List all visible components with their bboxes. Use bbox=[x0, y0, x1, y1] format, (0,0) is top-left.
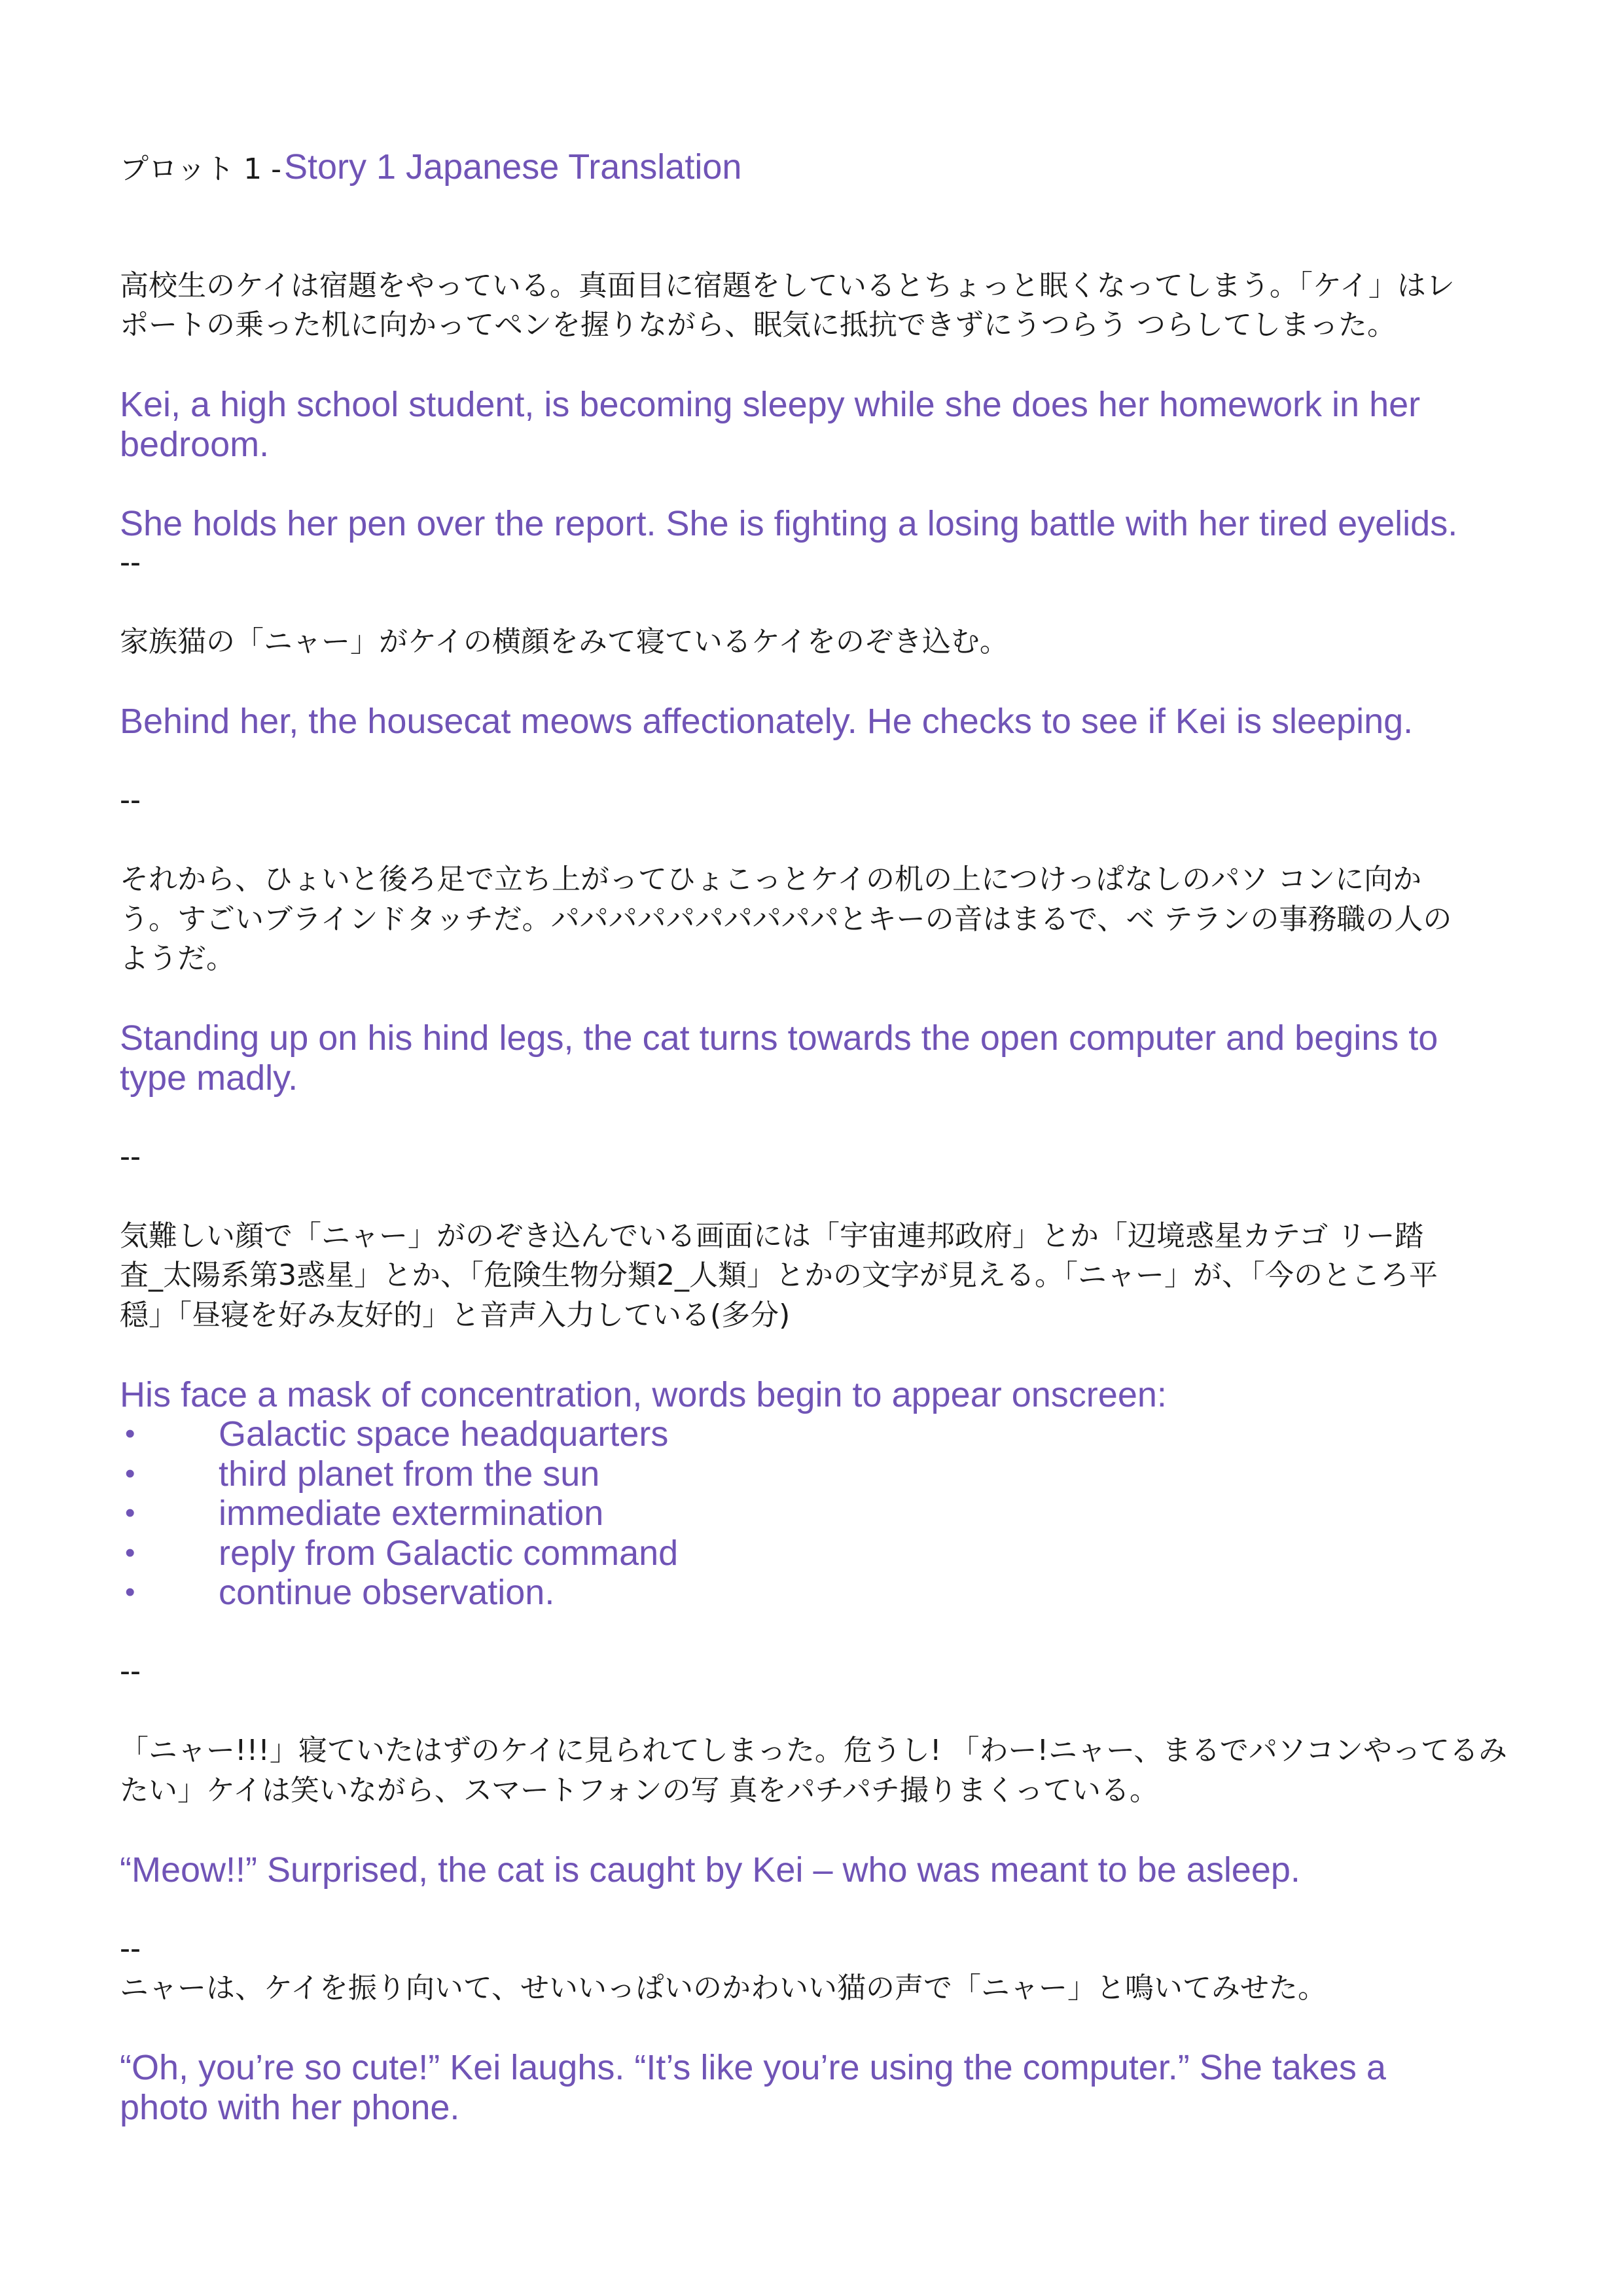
bullet-text: reply from Galactic command bbox=[219, 1533, 679, 1573]
translation-line: photo with her phone. bbox=[120, 2087, 460, 2127]
separator: -- bbox=[120, 1654, 141, 1689]
bullet-item bbox=[120, 1454, 1560, 1494]
japanese-line: それから、ひょいと後ろ足で立ち上がってひょこっとケイの机の上につけっぱなしのパソ コンに向か bbox=[120, 863, 1422, 896]
japanese-line: 査_太陽系第3惑星」とか、「危険生物分類2_人類」とかの文字が見える。「ニャー」が、「今のところ平 bbox=[120, 1259, 1438, 1292]
scene-1-translation-2 bbox=[120, 504, 1560, 544]
japanese-line: ようだ。 bbox=[120, 942, 235, 975]
bullet-item bbox=[120, 1414, 1560, 1454]
japanese-line: ポートの乗った机に向かってペンを握りながら、眠気に抵抗できずにうつらう つらしてしまった。 bbox=[120, 308, 1396, 342]
scene-4-japanese bbox=[120, 1217, 1560, 1336]
scene-2-japanese bbox=[120, 622, 1560, 662]
scene-2-translation bbox=[120, 702, 1560, 742]
bullet-item bbox=[120, 1573, 1560, 1613]
translation-line: Behind her, the housecat meows affectionately. He checks to see if Kei is sleeping. bbox=[120, 702, 1414, 741]
scene-5-translation bbox=[120, 1850, 1560, 1890]
japanese-line: 穏」「昼寝を好み友好的」と音声入力している(多分) bbox=[120, 1298, 791, 1332]
scene-5-japanese bbox=[120, 1731, 1560, 1810]
separator: -- bbox=[120, 1931, 141, 1966]
scene-1-translation bbox=[120, 385, 1560, 464]
translation-line: Standing up on his hind legs, the cat turns towards the open computer and begins to bbox=[120, 1018, 1438, 1058]
title-translation-label: Story 1 Japanese Translation bbox=[283, 147, 742, 187]
scene-3-japanese bbox=[120, 860, 1560, 979]
bullet-marker: • bbox=[125, 1497, 135, 1529]
japanese-line: う。すごいブラインドタッチだ。パパパパパパパパパパとキーの音はまるで、ベ テランの事務職の人の bbox=[120, 902, 1452, 936]
japanese-line: ニャーは、ケイを振り向いて、せいいっぱいのかわいい猫の声で「ニャー」と鳴いてみせた。 bbox=[120, 1971, 1327, 2005]
japanese-line: 高校生のケイは宿題をやっている。真面目に宿題をしているとちょっと眠くなってしまう。「ケイ」はレ bbox=[120, 268, 1455, 302]
separator: -- bbox=[120, 783, 141, 817]
translation-line: Kei, a high school student, is becoming sleepy while she does her homework in her bbox=[120, 385, 1421, 424]
scene-1-japanese bbox=[120, 266, 1560, 346]
translation-line: “Oh, you’re so cute!” Kei laughs. “It’s like you’re using the computer.” She takes a bbox=[120, 2048, 1386, 2087]
scene-6-japanese bbox=[120, 1969, 1560, 2009]
bullet-text: continue observation. bbox=[219, 1573, 555, 1612]
bullet-marker: • bbox=[125, 1457, 135, 1490]
translation-line: type madly. bbox=[120, 1058, 298, 1098]
japanese-line: 気難しい顔で「ニャー」がのぞき込んでいる画面には「宇宙連邦政府」とか「辺境惑星カテゴ リー踏 bbox=[120, 1219, 1424, 1253]
scene-4-translation bbox=[120, 1375, 1560, 1415]
bullet-marker: • bbox=[125, 1536, 135, 1569]
onscreen-words-list bbox=[120, 1414, 1560, 1613]
bullet-marker: • bbox=[125, 1418, 135, 1450]
bullet-item bbox=[120, 1494, 1560, 1534]
scene-3-translation bbox=[120, 1018, 1560, 1098]
document-title bbox=[120, 147, 1560, 187]
japanese-line: 家族猫の「ニャー」がケイの横顔をみて寝ているケイをのぞき込む。 bbox=[120, 625, 1008, 658]
bullet-text: Galactic space headquarters bbox=[219, 1414, 669, 1454]
translation-line: bedroom. bbox=[120, 424, 270, 464]
translation-line: “Meow!!” Surprised, the cat is caught by Kei – who was meant to be asleep. bbox=[120, 1850, 1300, 1890]
bullet-text: immediate extermination bbox=[219, 1494, 604, 1533]
bullet-text: third planet from the sun bbox=[219, 1454, 600, 1494]
bullet-marker: • bbox=[125, 1576, 135, 1608]
document-body bbox=[120, 147, 1560, 2127]
translation-line: She holds her pen over the report. She is fighting a losing battle with her tired eyelids. bbox=[120, 503, 1458, 543]
title-prefix: プロット 1 - bbox=[120, 152, 281, 186]
japanese-line: たい」ケイは笑いながら、スマートフォンの写 真をパチパチ撮りまくっている。 bbox=[120, 1773, 1158, 1807]
translation-line: His face a mask of concentration, words begin to appear onscreen: bbox=[120, 1374, 1167, 1414]
japanese-line: 「ニャー!!!」寝ていたはずのケイに見られてしまった。危うし! 「わー!ニャー、まるでパソコンやってるみ bbox=[120, 1734, 1508, 1767]
bullet-item bbox=[120, 1534, 1560, 1573]
separator: -- bbox=[120, 545, 141, 580]
separator: -- bbox=[120, 1139, 141, 1174]
scene-6-translation bbox=[120, 2048, 1560, 2127]
